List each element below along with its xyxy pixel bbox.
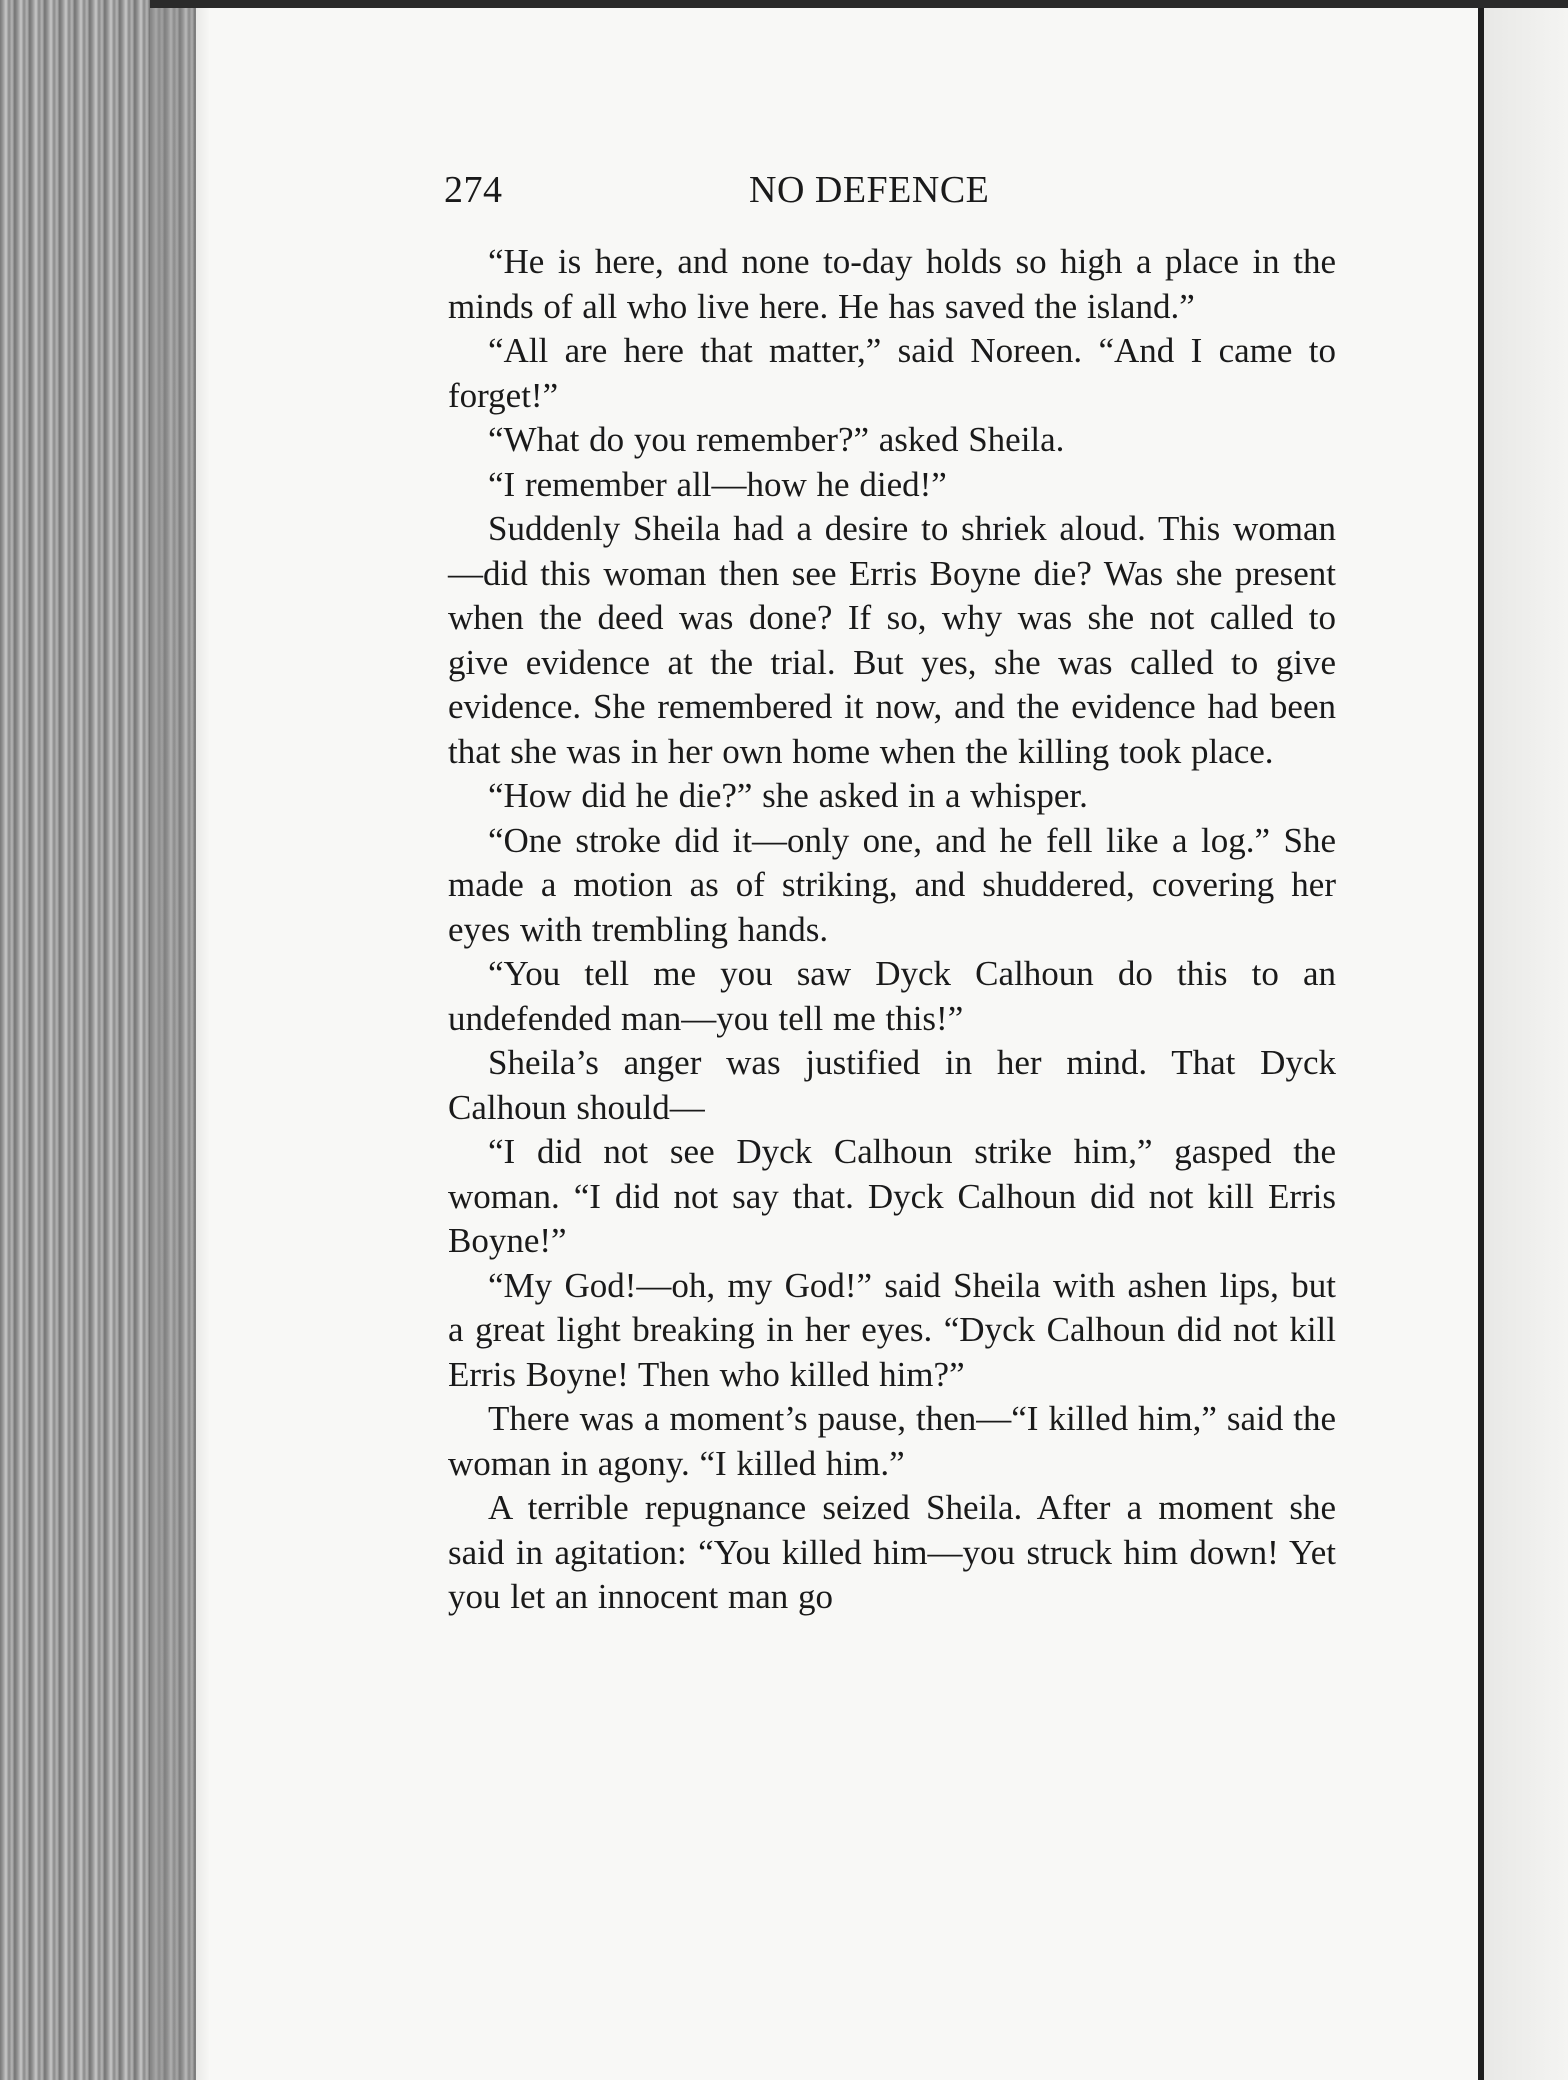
paragraph: “How did he die?” she asked in a whisper. [488,776,1088,815]
paragraph: “My God!—oh, my God!” said Sheila with ashen lips, but a great light breaking in her eyes. “Dyck Calhoun did not kill Erris Boyne! Then who killed him?” [448,1265,1336,1394]
paragraph: “What do you remember?” asked Sheila. [488,420,1065,459]
running-head [444,168,1324,220]
running-title: NO DEFENCE [749,169,990,211]
scan-border [150,0,1568,8]
paragraph: Sheila’s anger was justified in her mind. That Dyck Calhoun should— [448,1043,1336,1127]
paragraph: “I remember all—how he died!” [488,464,947,504]
paragraph: “All are here that matter,” said Noreen. “And I came to forget!” [448,331,1336,415]
paragraph: Suddenly Sheila had a desire to shriek aloud. This woman—did this woman then see Erris Boyne die? Was she present when the deed was done? If so, why was she not called to give evidence at the trial. But yes, she was called to give evidence. She remembered it now, and the evidence had been that she was in her own home when the killing took place. [448,509,1336,771]
page-binding-shadow [150,0,210,2080]
paragraph: “I did not see Dyck Calhoun strike him,” gasped the woman. “I did not say that. Dyck Calhoun did not kill Erris Boyne!” [448,1132,1336,1260]
adjacent-page-edge [1484,0,1568,2080]
paragraph: “You tell me you saw Dyck Calhoun do this to an undefended man—you tell me this!” [448,954,1336,1038]
paragraph: A terrible repugnance seized Sheila. After a moment she said in agitation: “You killed him—you struck him down! Yet you let an innocent man go [448,1488,1336,1616]
page-number: 274 [444,169,503,211]
paragraph: “He is here, and none to-day holds so high a place in the minds of all who live here. He has saved the island.” [448,242,1336,326]
paragraph: “One stroke did it—only one, and he fell like a log.” She made a motion as of striking, and shuddered, covering her eyes with trembling hands. [448,820,1336,949]
paragraph: There was a moment’s pause, then—“I killed him,” said the woman in agony. “I killed him.” [448,1399,1336,1483]
body-text [448,240,1336,1620]
